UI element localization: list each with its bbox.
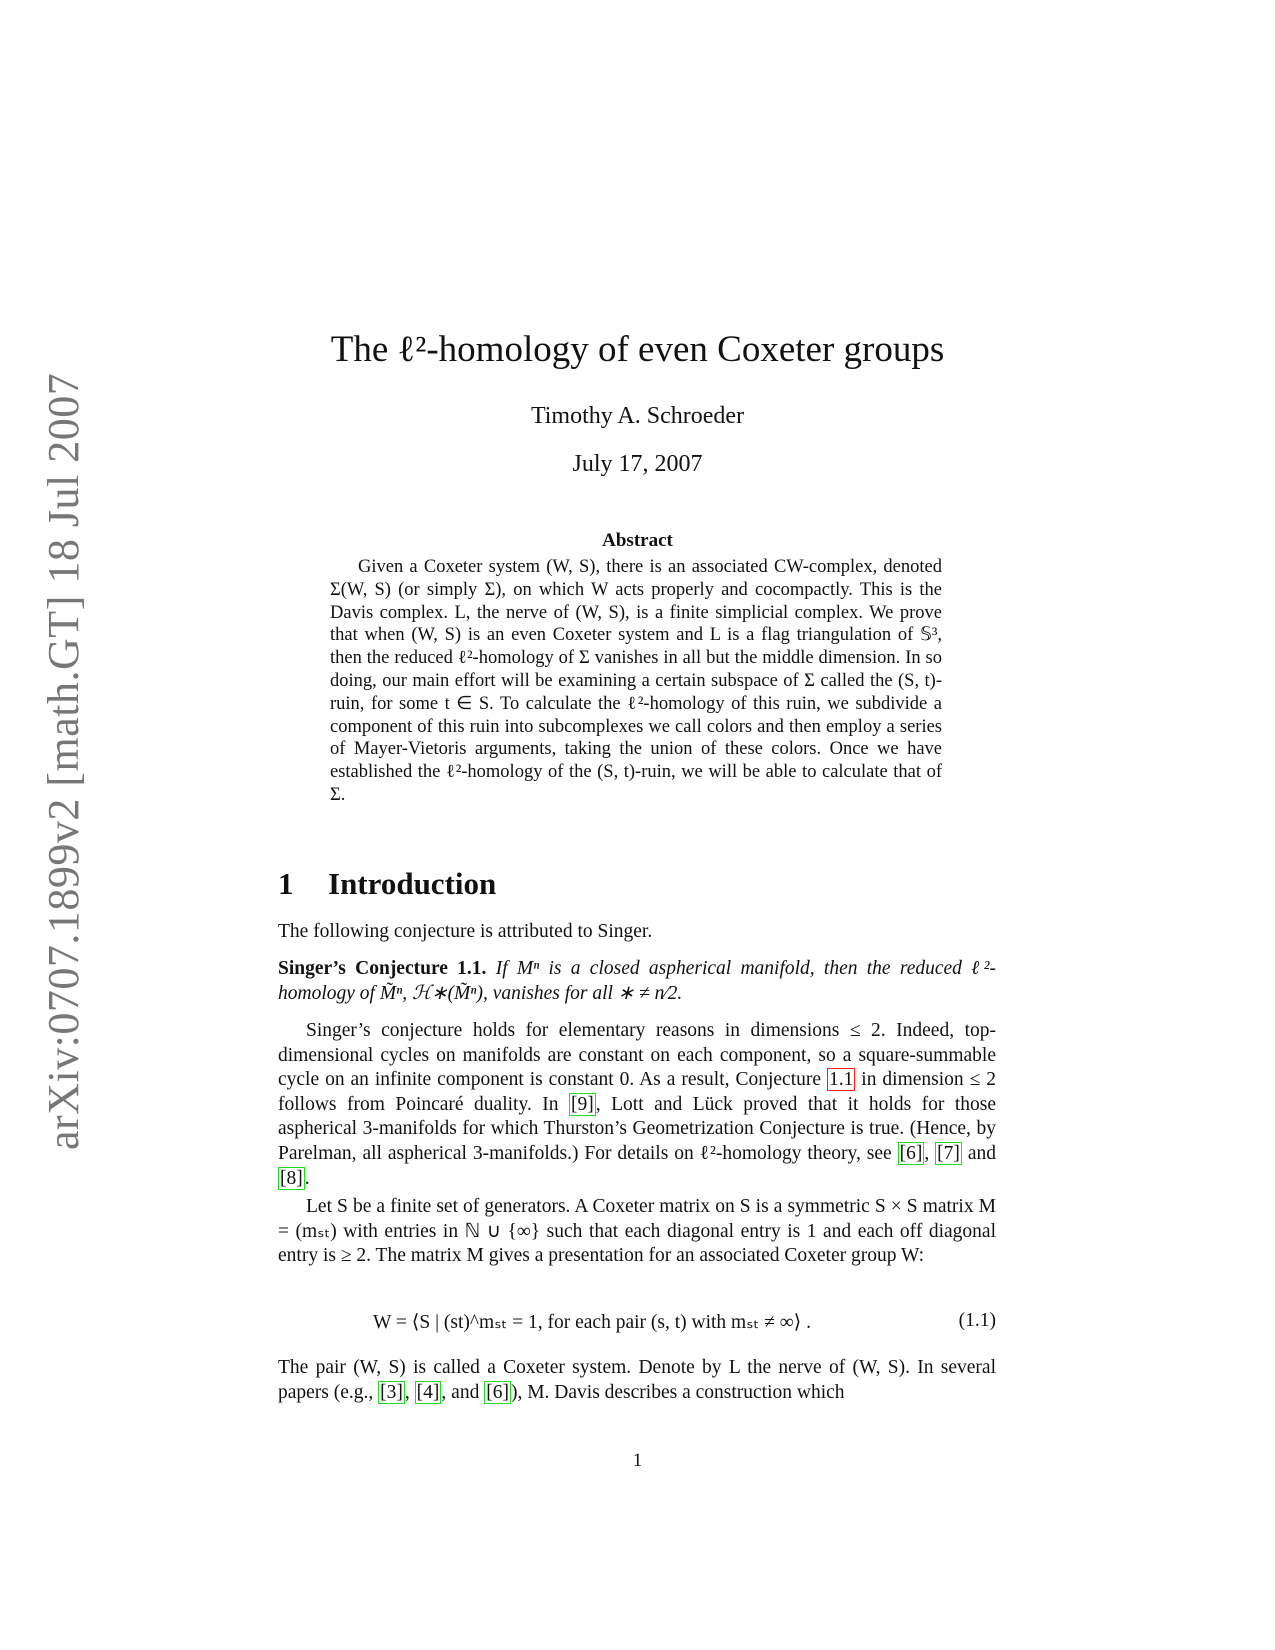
equation-1-1: [278, 1310, 996, 1336]
p2-and: and: [967, 1142, 997, 1164]
paper-title: The ℓ²-homology of even Coxeter groups: [330, 329, 945, 370]
page-number: 1: [632, 1450, 643, 1471]
conjecture-label: Singer’s Conjecture 1.1.: [278, 958, 487, 979]
equation-body: W = ⟨S | (st)^mₛₜ = 1, for each pair (s, t) with mₛₜ ≠ ∞⟩ .: [373, 1312, 811, 1333]
intro-paragraph-1: The following conjecture is attributed to Singer.: [278, 921, 653, 942]
section-number: 1: [278, 866, 294, 901]
p2-text-c: , Lott and Lück proved that it holds for those aspherical 3-manifolds for which Thurston’s Geometrization Conjecture is true. (Hence, by Parelman, all aspherical 3-manifolds.) For details on ℓ²-homology theory, see: [278, 1093, 996, 1164]
citation-9[interactable]: [9]: [571, 1093, 594, 1115]
p2-text-a: Singer’s conjecture holds for elementary reasons in dimensions ≤ 2. Indeed, top-dimensional cycles on manifolds are constant on each component, so a square-summable cycle on an infinite component is constant 0. As a result, Conjecture: [278, 1020, 996, 1091]
abstract-body: Given a Coxeter system (W, S), there is an associated CW-complex, denoted Σ(W, S) (or simply Σ), on which W acts properly and cocompactly. This is the Davis complex. L, the nerve of (W, S), is a finite simplicial complex. We prove that when (W, S) is an even Coxeter system and L is a flag triangulation of 𝕊³, then the reduced ℓ²-homology of Σ vanishes in all but the middle dimension. In so doing, our main effort will be examining a certain subspace of Σ called the (S, t)-ruin, for some t ∈ S. To calculate the ℓ²-homology of this ruin, we subdivide a component of this ruin into subcomplexes we call colors and then employ a series of Mayer-Vietoris arguments, taking the union of these colors. Once we have established the ℓ²-homology of the (S, t)-ruin, we will be able to calculate that of Σ.: [330, 557, 942, 805]
p4-text-a: The pair (W, S) is called a Coxeter system. Denote by L the nerve of (W, S). In several papers (e.g.,: [278, 1357, 996, 1403]
intro-paragraph-3: Let S be a finite set of generators. A Coxeter matrix on S is a symmetric S × S matrix M = (mₛₜ) with entries in ℕ ∪ {∞} such that each diagonal entry is 1 and each off diagonal entry is ≥ 2. The matrix M gives a presentation for an associated Coxeter group W:: [278, 1196, 996, 1267]
abstract-heading: Abstract: [602, 530, 673, 551]
equation-number: (1.1): [958, 1310, 996, 1331]
p2-text-b: in dimension ≤ 2 follows from Poincaré duality. In: [278, 1069, 996, 1115]
citation-7[interactable]: [7]: [937, 1142, 960, 1164]
conjecture-link[interactable]: 1.1: [828, 1069, 854, 1091]
conjecture-statement: If Mⁿ is a closed aspherical manifold, then the reduced ℓ²-homology of M̃ⁿ, ℋ∗(M̃ⁿ), vanishes for all ∗ ≠ n⁄2.: [278, 958, 997, 1004]
citation-6b[interactable]: [6]: [486, 1381, 509, 1403]
singer-conjecture: [278, 957, 996, 1006]
citation-6[interactable]: [6]: [899, 1142, 923, 1164]
section-heading: [278, 866, 496, 902]
arxiv-stamp: arXiv:0707.1899v2 [math.GT] 18 Jul 2007: [39, 372, 88, 1150]
intro-paragraph-4: The pair (W, S) is called a Coxeter system. Denote by L the nerve of (W, S). In several papers (e.g., [3] , [4] , and [6] ), M. Davis describes a construction which: [278, 1357, 996, 1403]
paper-date: July 17, 2007: [572, 451, 703, 477]
citation-8[interactable]: [8]: [280, 1167, 303, 1189]
intro-paragraph-2: Singer’s conjecture holds for elementary reasons in dimensions ≤ 2. Indeed, top-dimensional cycles on manifolds are constant on each component, so a square-summable cycle on an infinite component is constant 0. As a result, Conjecture 1.1 in dimension ≤ 2 follows from Poincaré duality. In [9] , Lott and Lück proved that it holds for those aspherical 3-manifolds for which Thurston’s Geometrization Conjecture is true. (Hence, by Parelman, all aspherical 3-manifolds.) For details on ℓ²-homology theory, see [6] , [7] and [8] .: [278, 1020, 997, 1189]
p4-text-b: ), M. Davis describes a construction which: [510, 1381, 845, 1403]
section-title: Introduction: [328, 866, 497, 901]
paper-author: Timothy A. Schroeder: [530, 403, 745, 429]
citation-3[interactable]: [3]: [380, 1381, 403, 1403]
citation-4[interactable]: [4]: [416, 1381, 440, 1403]
